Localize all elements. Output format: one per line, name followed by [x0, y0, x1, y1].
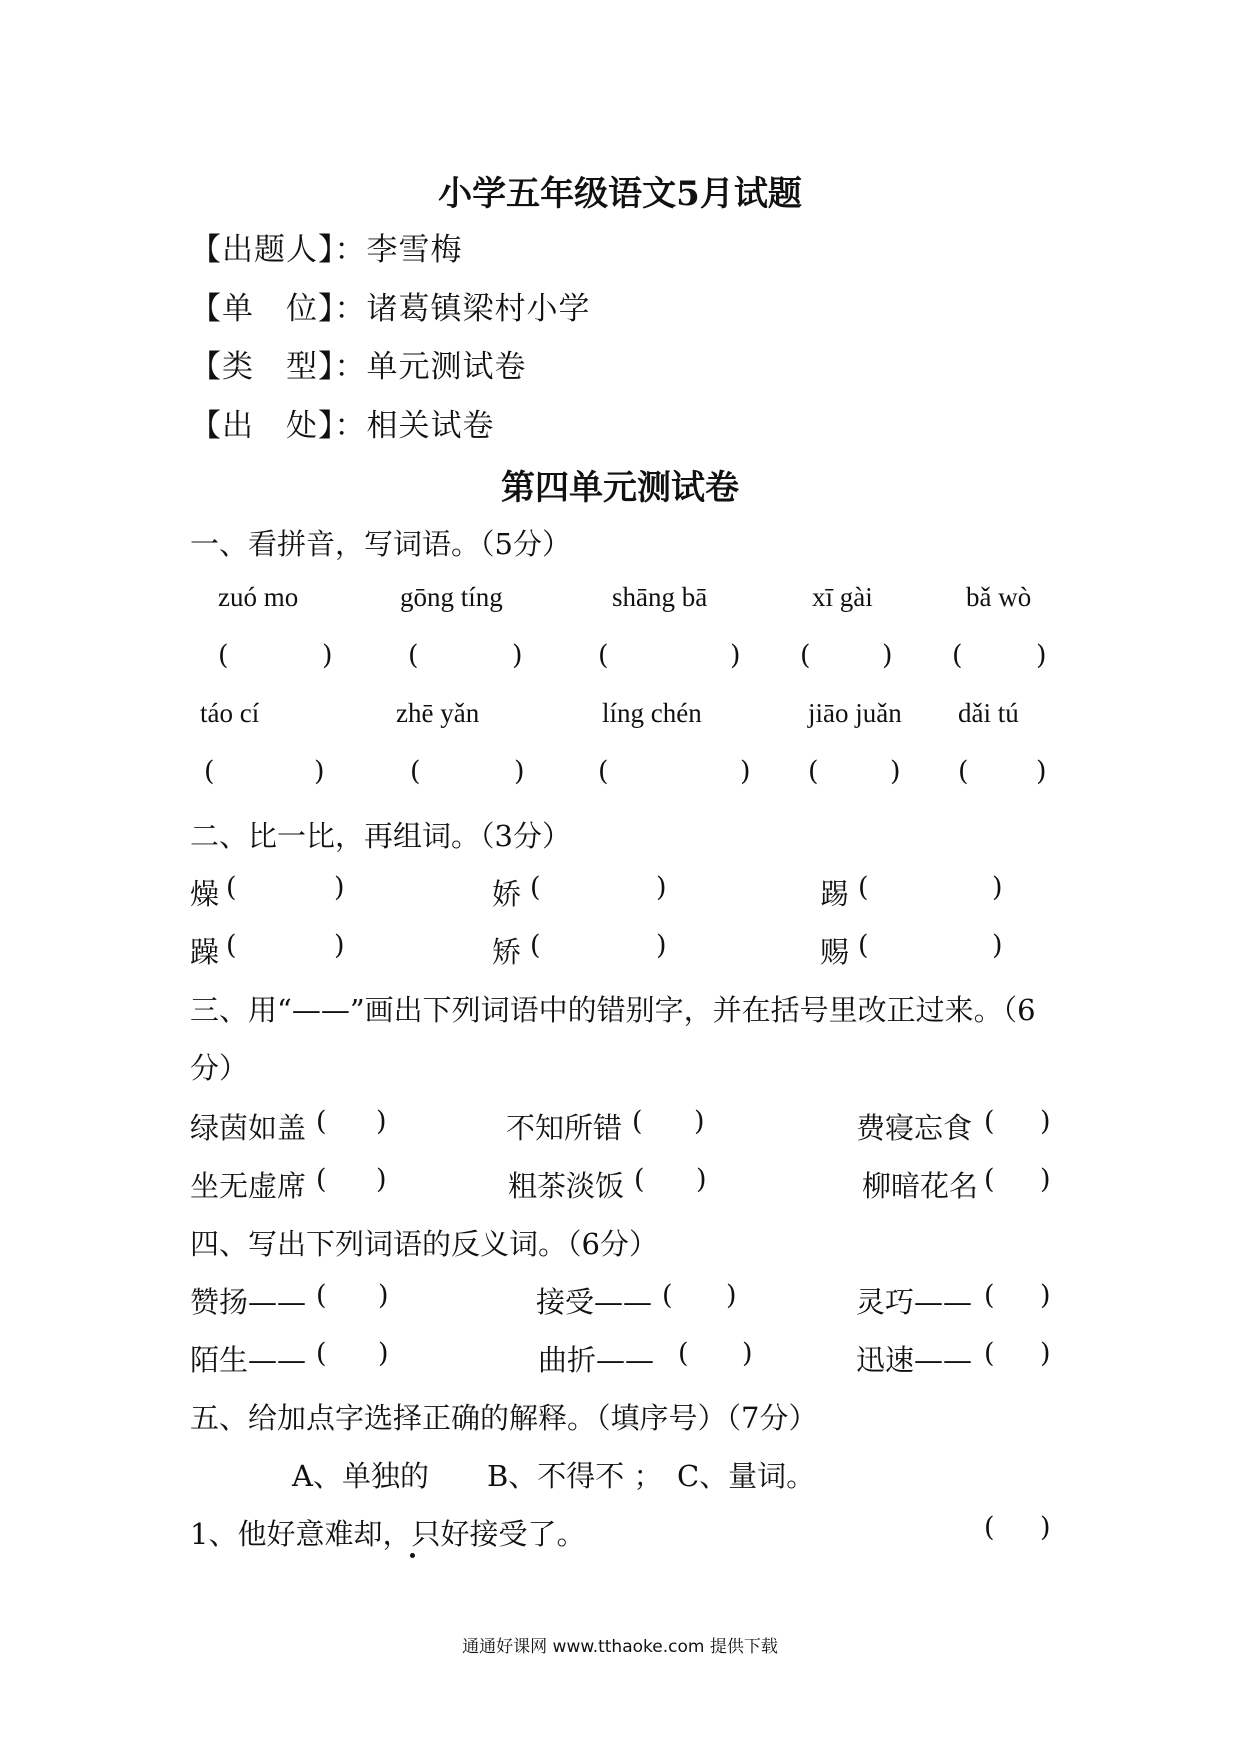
- meta-value: 相关试卷: [366, 408, 495, 444]
- answer-paren: ): [1040, 1512, 1051, 1543]
- answer-paren: ): [696, 1164, 707, 1195]
- answer-paren: (: [530, 872, 541, 903]
- error-word: 坐无虚席: [190, 1169, 307, 1203]
- error-word: 不知所错: [506, 1111, 623, 1145]
- answer-paren: ): [322, 640, 333, 671]
- answer-paren: (: [858, 872, 869, 903]
- compare-char: 燥: [190, 877, 220, 911]
- meta-type: [190, 341, 527, 386]
- q3-heading: 三、用“——”画出下列词语中的错别字，并在括号里改正过来。（6: [190, 993, 1036, 1027]
- pinyin: zuó mo: [218, 582, 299, 612]
- answer-paren: ): [992, 930, 1003, 961]
- pinyin: xī gài: [812, 582, 873, 612]
- meta-unit: [190, 283, 591, 328]
- answer-paren: (: [808, 756, 819, 787]
- answer-paren: ): [334, 930, 345, 961]
- answer-paren: (: [984, 1106, 995, 1137]
- meta-source: [190, 400, 495, 445]
- error-word: 费寝忘食: [856, 1111, 973, 1145]
- answer-paren: ): [730, 640, 741, 671]
- meta-author: [190, 224, 463, 269]
- answer-paren: ): [882, 640, 893, 671]
- answer-paren: ): [376, 1164, 387, 1195]
- antonym-word: 接受——: [536, 1285, 653, 1319]
- answer-paren: (: [800, 640, 811, 671]
- answer-paren: ): [656, 930, 667, 961]
- answer-paren: (: [634, 1164, 645, 1195]
- meta-label: 【出 处】：: [190, 408, 367, 444]
- answer-paren: (: [958, 756, 969, 787]
- answer-paren: (: [598, 756, 609, 787]
- pinyin: dǎi tú: [958, 698, 1019, 728]
- answer-paren: (: [530, 930, 541, 961]
- answer-paren: (: [316, 1338, 327, 1369]
- q5-options: A、单独的 B、不得不 ； C、量词。: [292, 1459, 816, 1493]
- pinyin: bǎ wò: [966, 582, 1032, 612]
- answer-paren: ): [1036, 756, 1047, 787]
- answer-paren: (: [598, 640, 609, 671]
- compare-char: 踢: [820, 877, 850, 911]
- meta-value: 李雪梅: [366, 232, 463, 268]
- answer-paren: (: [632, 1106, 643, 1137]
- answer-paren: ): [992, 872, 1003, 903]
- answer-paren: (: [678, 1338, 689, 1369]
- q1-heading: 一、看拼音，写词语。（5分）: [190, 527, 571, 561]
- answer-paren: ): [378, 1280, 389, 1311]
- answer-paren: ): [512, 640, 523, 671]
- meta-label: 【类 型】：: [190, 349, 367, 385]
- answer-paren: ): [1040, 1164, 1051, 1195]
- pinyin: táo cí: [200, 698, 260, 728]
- compare-char: 娇: [492, 877, 522, 911]
- antonym-word: 陌生——: [190, 1343, 307, 1377]
- q3-heading-cont: 分）: [190, 1051, 249, 1085]
- error-word: 绿茵如盖: [190, 1111, 307, 1145]
- q2-heading: 二、比一比，再组词。（3分）: [190, 819, 571, 853]
- antonym-word: 迅速——: [856, 1343, 973, 1377]
- answer-paren: (: [226, 930, 237, 961]
- answer-paren: ): [1040, 1106, 1051, 1137]
- answer-paren: ): [740, 756, 751, 787]
- meta-label: 【出题人】：: [190, 232, 367, 268]
- pinyin: shāng bā: [612, 582, 708, 612]
- meta-value: 诸葛镇梁村小学: [366, 291, 591, 327]
- answer-paren: ): [314, 756, 325, 787]
- answer-paren: ): [742, 1338, 753, 1369]
- error-word: 粗茶淡饭: [508, 1169, 625, 1203]
- pinyin: jiāo juǎn: [808, 698, 902, 728]
- main-title: 小学五年级语文5月试题: [438, 174, 802, 214]
- q5-item-1: 1、他好意难却，只好接受了。: [190, 1517, 586, 1551]
- answer-paren: ): [694, 1106, 705, 1137]
- pinyin: gōng tíng: [400, 582, 503, 612]
- emphasis-dot: [410, 1553, 415, 1558]
- answer-paren: ): [378, 1338, 389, 1369]
- compare-char: 矫: [492, 935, 522, 969]
- answer-paren: (: [226, 872, 237, 903]
- answer-paren: ): [890, 756, 901, 787]
- antonym-word: 灵巧——: [856, 1285, 973, 1319]
- antonym-word: 曲折——: [538, 1343, 655, 1377]
- meta-label: 【单 位】：: [190, 291, 367, 327]
- answer-paren: (: [218, 640, 229, 671]
- answer-paren: (: [316, 1280, 327, 1311]
- error-word: 柳暗花名: [862, 1169, 979, 1203]
- answer-paren: (: [984, 1164, 995, 1195]
- answer-paren: (: [984, 1512, 995, 1543]
- answer-paren: (: [952, 640, 963, 671]
- answer-paren: ): [334, 872, 345, 903]
- answer-paren: ): [656, 872, 667, 903]
- answer-paren: (: [204, 756, 215, 787]
- answer-paren: ): [1036, 640, 1047, 671]
- compare-char: 赐: [820, 935, 850, 969]
- answer-paren: ): [376, 1106, 387, 1137]
- compare-char: 躁: [190, 935, 220, 969]
- pinyin: zhē yǎn: [396, 698, 480, 728]
- answer-paren: (: [662, 1280, 673, 1311]
- footer-source: 通通好课网 www.tthaoke.com 提供下载: [462, 1637, 778, 1657]
- q5-heading: 五、给加点字选择正确的解释。（填序号）（7分）: [190, 1401, 818, 1435]
- meta-value: 单元测试卷: [366, 349, 527, 385]
- answer-paren: ): [514, 756, 525, 787]
- answer-paren: ): [1040, 1280, 1051, 1311]
- answer-paren: (: [858, 930, 869, 961]
- answer-paren: ): [726, 1280, 737, 1311]
- answer-paren: (: [408, 640, 419, 671]
- answer-paren: (: [984, 1280, 995, 1311]
- q4-heading: 四、写出下列词语的反义词。（6分）: [190, 1227, 658, 1261]
- antonym-word: 赞扬——: [190, 1285, 307, 1319]
- answer-paren: (: [984, 1338, 995, 1369]
- answer-paren: (: [410, 756, 421, 787]
- unit-title: 第四单元测试卷: [501, 468, 739, 508]
- answer-paren: (: [316, 1106, 327, 1137]
- pinyin: líng chén: [602, 698, 702, 728]
- answer-paren: (: [316, 1164, 327, 1195]
- answer-paren: ): [1040, 1338, 1051, 1369]
